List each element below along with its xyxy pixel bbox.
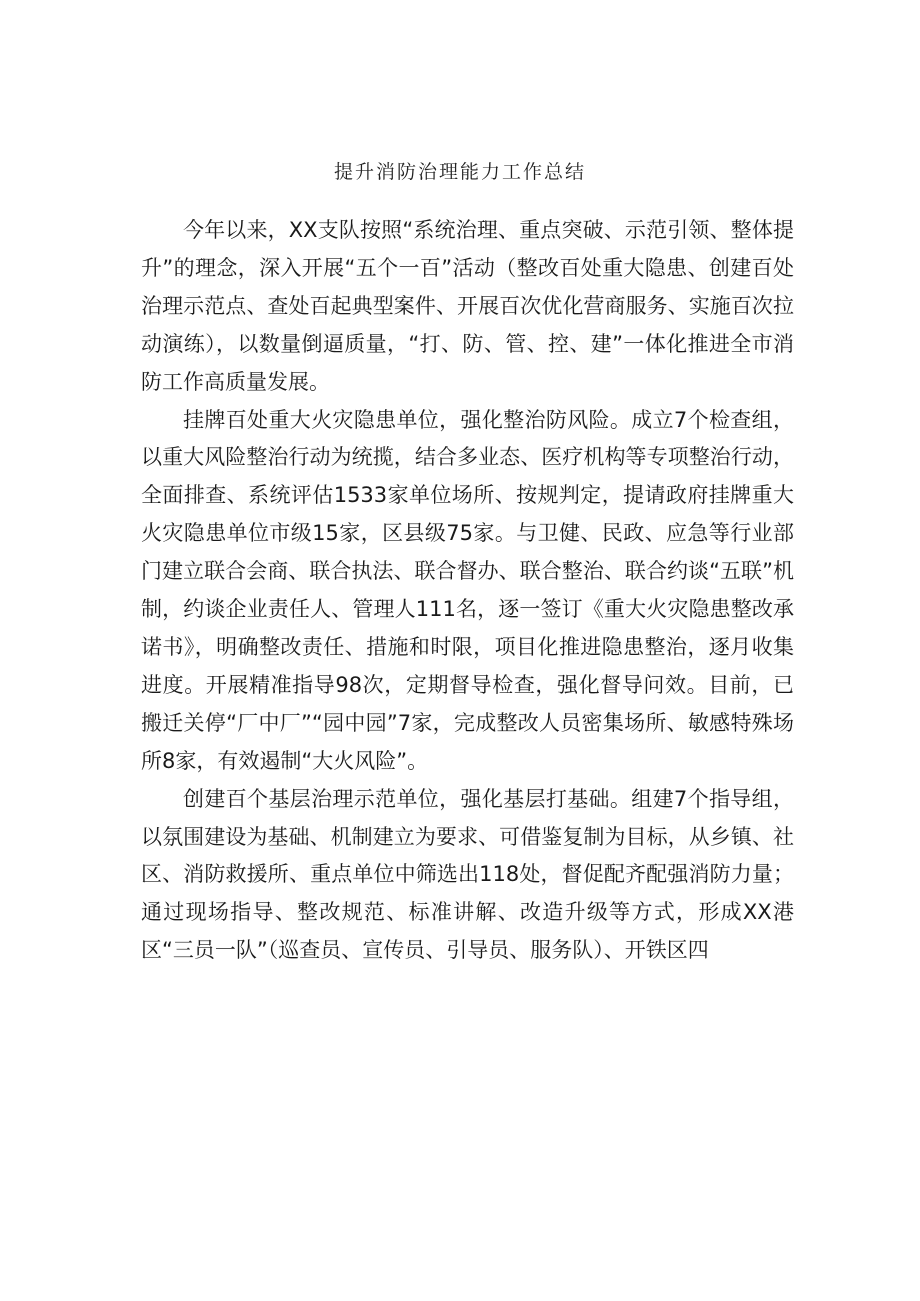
- document-title: 提升消防治理能力工作总结: [333, 161, 586, 183]
- paragraph-hazard-rectification: 挂牌百处重大火灾隐患单位，强化整治防风险。成立7个检查组，以重大风险整治行动为统揽，结合多业态、医疗机构等专项整治行动，全面排查、系统评估1533家单位场所、按规判定，提请政府挂牌重大火灾隐患单位市级15家，区县级75家。与卫健、民政、应急等行业部门建立联合会商、联合执法、联合督办、联合整治、联合约谈“五联”机制，约谈企业责任人、管理人111名，逐一签订《重大火灾隐患整改承诺书》，明确整改责任、措施和时限，项目化推进隐患整治，逐月收集进度。开展精准指导98次，定期督导检查，强化督导问效。目前，已搬迁关停“厂中厂”“园中园”7家，完成整改人员密集场所、敏感特殊场所8家，有效遏制“大火风险”。: [141, 407, 794, 773]
- paragraph-grassroots-governance: 创建百个基层治理示范单位，强化基层打基础。组建7个指导组，以氛围建设为基础、机制建立为要求、可借鉴复制为目标，从乡镇、社区、消防救援所、重点单位中筛选出118处，督促配齐配强消防力量；通过现场指导、整改规范、标准讲解、改造升级等方式，形成XX港区“三员一队”（巡查员、宣传员、引导员、服务队）、开铁区四: [141, 786, 794, 963]
- paragraph-intro: 今年以来，XX支队按照“系统治理、重点突破、示范引领、整体提升”的理念，深入开展“五个一百”活动（整改百处重大隐患、创建百处治理示范点、查处百起典型案件、开展百次优化营商服务、实施百次拉动演练），以数量倒逼质量，“打、防、管、控、建”一体化推进全市消防工作高质量发展。: [141, 218, 794, 394]
- document-body: [141, 212, 794, 970]
